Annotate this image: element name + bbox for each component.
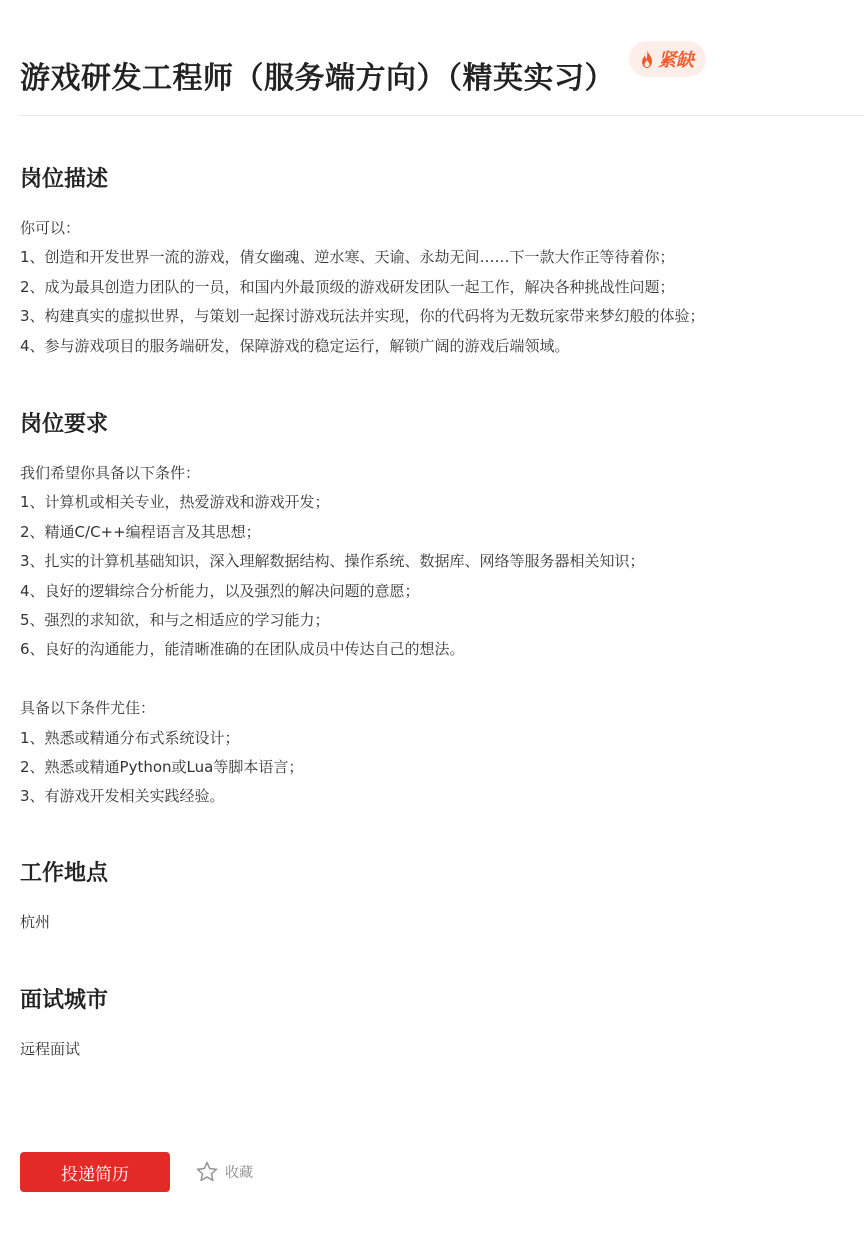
- favorite-button[interactable]: [195, 1160, 253, 1184]
- section-title-interview: 面试城市: [20, 988, 109, 1013]
- section-title-description: 岗位描述: [20, 167, 109, 192]
- interview-lines: [20, 1035, 864, 1064]
- section-title-requirements: 岗位要求: [20, 412, 109, 437]
- requirements-lines: [20, 459, 864, 812]
- location-lines: [20, 908, 864, 937]
- description-line: 4、参与游戏项目的服务端研发，保障游戏的稳定运行，解锁广阔的游戏后端领域。: [20, 336, 570, 355]
- description-line: 你可以：: [20, 219, 81, 237]
- description-line: 3、构建真实的虚拟世界，与策划一起探讨游戏玩法并实现，你的代码将为无数玩家带来梦幻般的体验；: [20, 307, 705, 326]
- location-value: 杭州: [20, 913, 51, 931]
- star-icon: [195, 1160, 219, 1184]
- badge-label: 紧缺: [658, 50, 694, 71]
- apply-button[interactable]: 投递简历: [20, 1152, 170, 1192]
- favorite-label: 收藏: [225, 1165, 253, 1181]
- description-line: 1、创造和开发世界一流的游戏，倩女幽魂、逆水寒、天谕、永劫无间……下一款大作正等待着你；: [20, 248, 675, 267]
- requirement-line: 4、良好的逻辑综合分析能力，以及强烈的解决问题的意愿；: [20, 581, 420, 600]
- requirement-line: 3、扎实的计算机基础知识，深入理解数据结构、操作系统、数据库、网络等服务器相关知识；: [20, 552, 645, 571]
- section-description: [20, 165, 864, 361]
- bonus-line: 具备以下条件尤佳：: [20, 699, 156, 718]
- section-requirements: [20, 410, 864, 812]
- paragraph-spacer: [20, 665, 864, 694]
- fire-icon: [639, 49, 655, 69]
- requirement-line: 5、强烈的求知欲，和与之相适应的学习能力；: [20, 611, 330, 630]
- description-line: 2、成为最具创造力团队的一员，和国内外最顶级的游戏研发团队一起工作，解决各种挑战性问题；: [20, 277, 675, 296]
- requirement-line: 6、良好的沟通能力，能清晰准确的在团队成员中传达自己的想法。: [20, 640, 465, 659]
- requirement-line: 1、计算机或相关专业，热爱游戏和游戏开发；: [20, 493, 330, 512]
- urgent-badge: [629, 41, 706, 77]
- requirement-line: 2、精通C/C++编程语言及其思想；: [20, 522, 261, 541]
- section-interview: [20, 986, 864, 1064]
- bonus-line: 3、有游戏开发相关实践经验。: [20, 787, 225, 806]
- action-bar: [20, 1152, 253, 1192]
- job-title: 游戏研发工程师（服务端方向）（精英实习）: [20, 61, 615, 97]
- requirement-line: 我们希望你具备以下条件：: [20, 464, 201, 482]
- section-location: [20, 859, 864, 937]
- job-detail-page: [20, 0, 864, 1058]
- job-header: [20, 0, 864, 116]
- bonus-line: 1、熟悉或精通分布式系统设计；: [20, 728, 240, 747]
- section-title-location: 工作地点: [20, 861, 109, 886]
- interview-value: 远程面试: [20, 1040, 81, 1058]
- bonus-line: 2、熟悉或精通Python或Lua等脚本语言；: [20, 758, 304, 777]
- description-lines: [20, 214, 864, 361]
